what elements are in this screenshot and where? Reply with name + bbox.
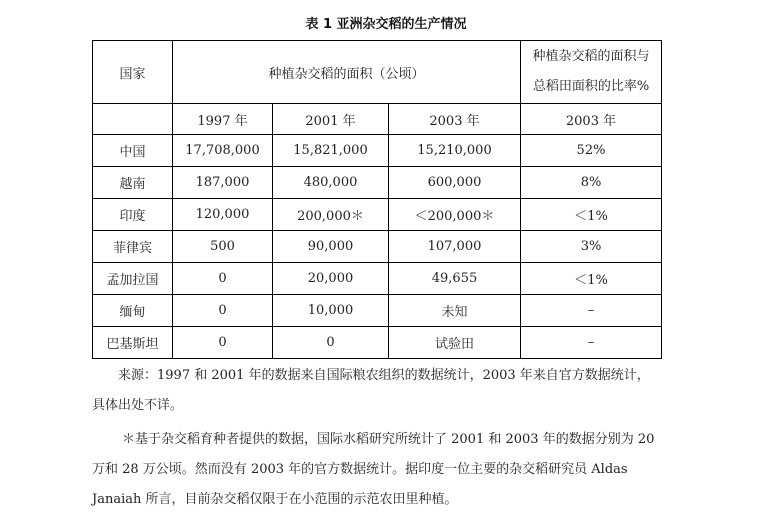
header-row xyxy=(93,41,662,104)
country-cell: 印度 xyxy=(93,199,173,231)
value-cell: 90,000 xyxy=(273,231,389,263)
subheader-cell: 2001 年 xyxy=(273,104,389,135)
table-row xyxy=(93,135,662,167)
table-row xyxy=(93,231,662,263)
header-ratio-line1: 种植杂交稻的面积与 xyxy=(532,49,650,64)
table-row xyxy=(93,263,662,295)
value-cell: ＜200,000＊ xyxy=(389,199,521,231)
subheader-cell: 2003 年 xyxy=(389,104,521,135)
hybrid-rice-table xyxy=(92,40,662,359)
country-cell: 菲律宾 xyxy=(93,231,173,263)
value-cell: 187,000 xyxy=(173,167,273,199)
subheader-row xyxy=(93,104,662,135)
value-cell: 0 xyxy=(173,263,273,295)
value-cell: 500 xyxy=(173,231,273,263)
table-title: 表 1 亚洲杂交稻的生产情况 xyxy=(305,17,467,32)
value-cell: 未知 xyxy=(389,295,521,327)
value-cell: 0 xyxy=(173,295,273,327)
ratio-cell: 52% xyxy=(521,135,662,167)
header-country: 国家 xyxy=(93,41,173,104)
subheader-cell: 1997 年 xyxy=(173,104,273,135)
table-row xyxy=(93,295,662,327)
header-area: 种植杂交稻的面积（公顷） xyxy=(173,41,521,104)
value-cell: 15,821,000 xyxy=(273,135,389,167)
ratio-cell: 8% xyxy=(521,167,662,199)
country-cell: 巴基斯坦 xyxy=(93,327,173,359)
subheader-empty xyxy=(93,104,173,135)
country-cell: 孟加拉国 xyxy=(93,263,173,295)
value-cell: 600,000 xyxy=(389,167,521,199)
subheader-cell: 2003 年 xyxy=(521,104,662,135)
source-line1: 来源：1997 和 2001 年的数据来自国际粮农组织的数据统计，2003 年来自官方数据统计， xyxy=(118,368,650,383)
footnote-line2: 万和 28 万公顷。然而没有 2003 年的官方数据统计。据印度一位主要的杂交稻研究员 Aldas xyxy=(92,462,628,477)
country-cell: 缅甸 xyxy=(93,295,173,327)
ratio-cell: ＜1% xyxy=(521,199,662,231)
value-cell: 107,000 xyxy=(389,231,521,263)
footnote-line1: ＊基于杂交稻育种者提供的数据，国际水稻研究所统计了 2001 和 2003 年的数据分别为 20 xyxy=(122,432,655,447)
ratio-cell: – xyxy=(521,327,662,359)
ratio-cell: – xyxy=(521,295,662,327)
source-line2: 具体出处不详。 xyxy=(92,398,184,413)
ratio-cell: ＜1% xyxy=(521,263,662,295)
country-cell: 越南 xyxy=(93,167,173,199)
value-cell: 试验田 xyxy=(389,327,521,359)
table-row xyxy=(93,327,662,359)
source-note xyxy=(92,361,692,421)
value-cell: 120,000 xyxy=(173,199,273,231)
value-cell: 480,000 xyxy=(273,167,389,199)
header-ratio xyxy=(521,41,662,104)
value-cell: 0 xyxy=(273,327,389,359)
footnote-line3: Janaiah 所言，目前杂交稻仅限于在小范围的示范农田里种植。 xyxy=(92,492,458,507)
ratio-cell: 3% xyxy=(521,231,662,263)
footnote xyxy=(92,425,692,515)
value-cell: 0 xyxy=(173,327,273,359)
value-cell: 15,210,000 xyxy=(389,135,521,167)
value-cell: 49,655 xyxy=(389,263,521,295)
country-cell: 中国 xyxy=(93,135,173,167)
value-cell: 20,000 xyxy=(273,263,389,295)
value-cell: 10,000 xyxy=(273,295,389,327)
table-row xyxy=(93,167,662,199)
table-row xyxy=(93,199,662,231)
value-cell: 200,000＊ xyxy=(273,199,389,231)
header-ratio-line2: 总稻田面积的比率% xyxy=(532,79,650,94)
value-cell: 17,708,000 xyxy=(173,135,273,167)
